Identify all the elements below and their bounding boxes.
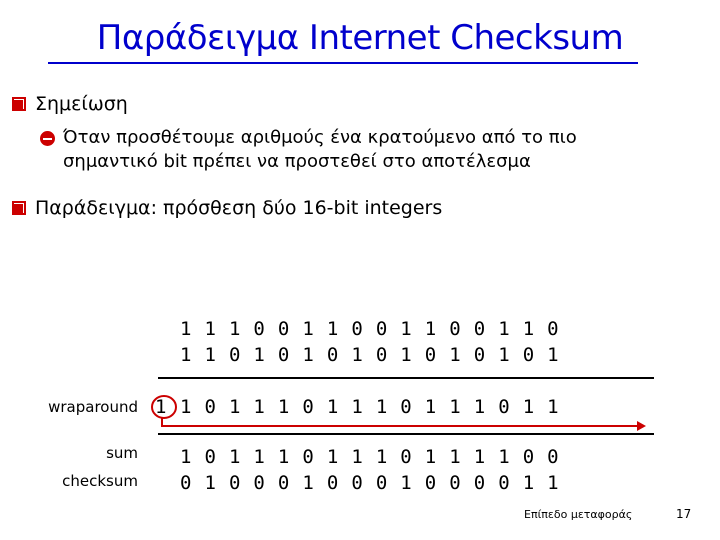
carry-circle [152, 396, 176, 418]
operand2-bits: 1 1 0 1 0 1 0 1 0 1 0 1 0 1 0 1 [180, 344, 560, 366]
carry-arrow-line [162, 417, 637, 426]
footer-chapter: Επίπεδο μεταφοράς [524, 508, 633, 521]
note-text-line2: σημαντικό bit πρέπει να προστεθεί στο αποτέλεσμα [63, 151, 531, 172]
wraparound-label: wraparound [48, 398, 138, 416]
checksum-label: checksum [62, 472, 138, 490]
wraparound-carry: 1 [155, 396, 168, 418]
square-bullet-icon [12, 97, 26, 111]
sum-bits: 1 0 1 1 1 0 1 1 1 0 1 1 1 1 0 0 [180, 446, 560, 468]
addition-line [158, 377, 654, 379]
circle-bullet-icon [40, 131, 55, 146]
bullet-example [12, 196, 442, 220]
wraparound-bits: 1 0 1 1 1 0 1 1 1 0 1 1 1 0 1 1 [180, 396, 560, 418]
checksum-bits: 0 1 0 0 0 1 0 0 0 1 0 0 0 0 1 1 [180, 472, 560, 494]
sum-label: sum [106, 444, 138, 462]
bullet-example-label: Παράδειγμα: πρόσθεση δύο 16-bit integers [35, 197, 443, 219]
slide-title: Παράδειγμα Internet Checksum [96, 18, 624, 58]
page-number: 17 [676, 507, 692, 521]
bullet-note-label: Σημείωση [35, 93, 128, 115]
bullet-note [12, 92, 128, 116]
note-text-line1: Όταν προσθέτουμε αριθμούς ένα κρατούμενο από το πιο [63, 127, 577, 148]
sum-line [158, 433, 654, 435]
operand1-bits: 1 1 1 0 0 1 1 0 0 1 1 0 0 1 1 0 [180, 318, 560, 340]
sub-bullet-note [40, 126, 577, 174]
title-underline [48, 62, 638, 64]
arrowhead-icon [637, 421, 646, 431]
square-bullet-icon [12, 201, 26, 215]
wraparound-arrow [150, 390, 650, 435]
